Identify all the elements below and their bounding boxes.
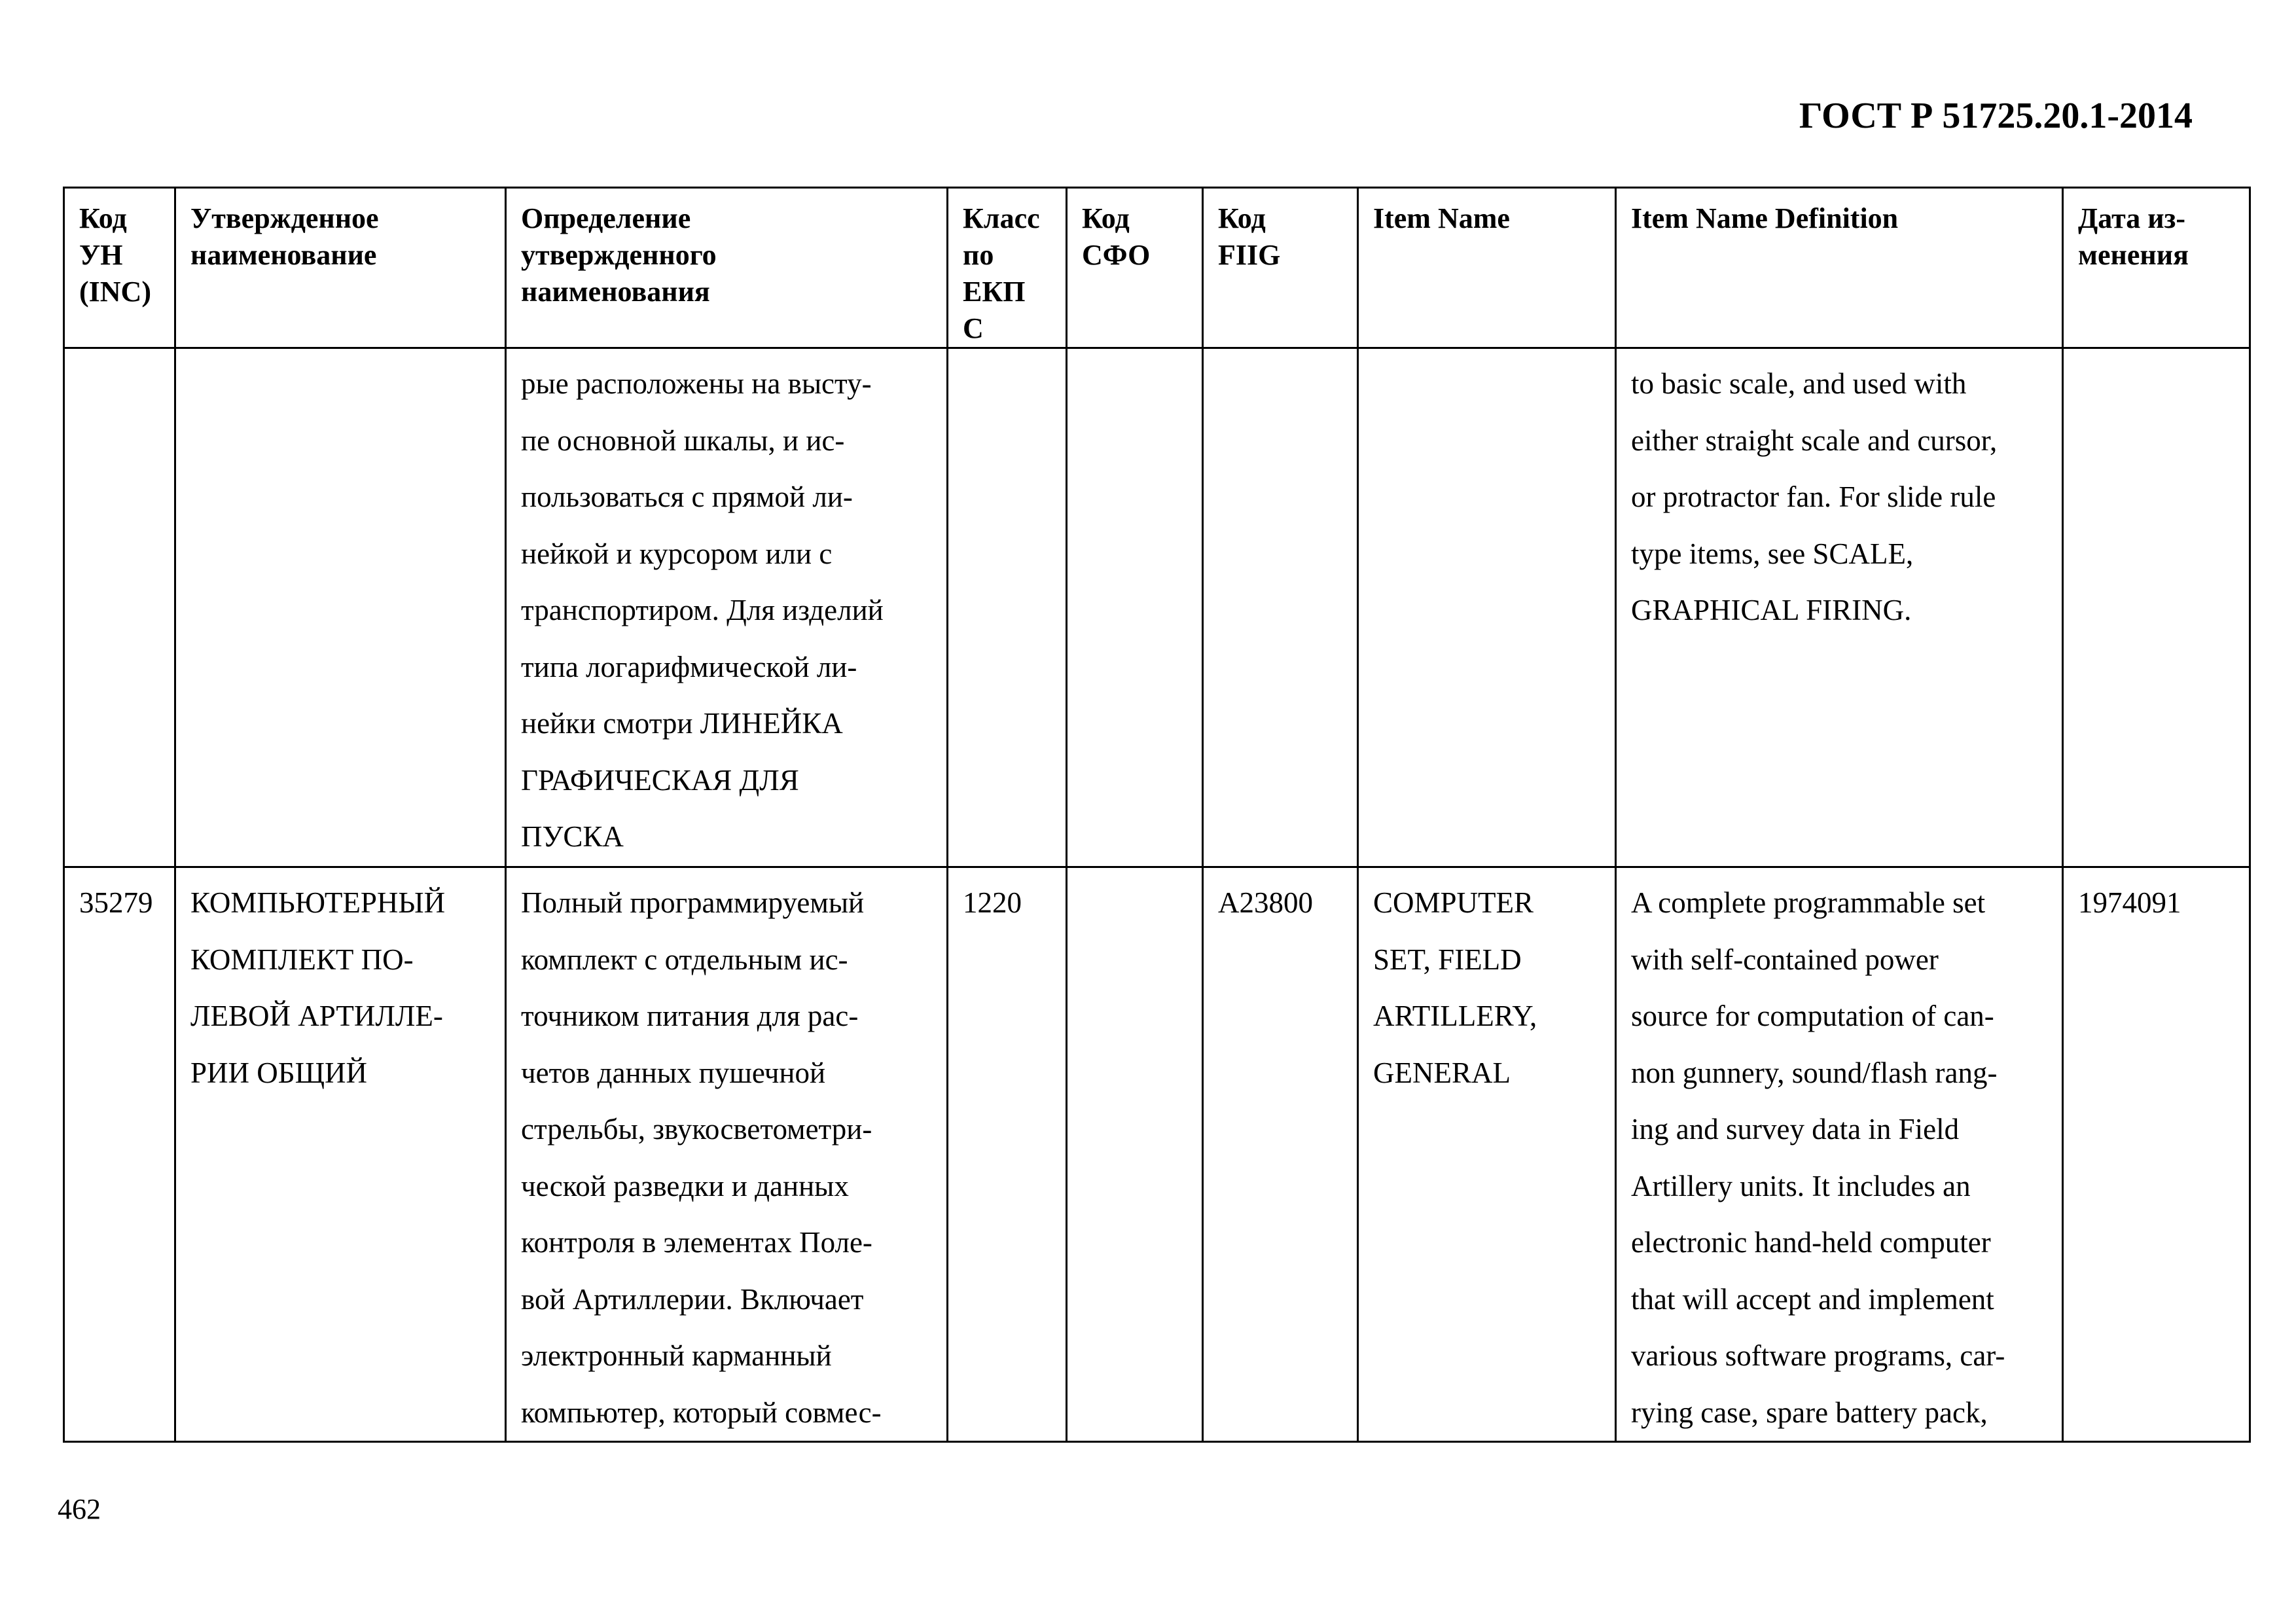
column-header-fiig: Код FIIG: [1203, 188, 1358, 348]
table-row: [64, 867, 2250, 1442]
cell-item-name: COMPUTER SET, FIELD ARTILLERY, GENERAL: [1358, 867, 1616, 1442]
cell-fiig: A23800: [1203, 867, 1358, 1442]
table-header-row: [64, 188, 2250, 348]
column-header-item-name: Item Name: [1358, 188, 1616, 348]
cell-inc: 35279: [64, 867, 175, 1442]
cell-approved-name: [175, 348, 506, 867]
page-number: 462: [58, 1493, 101, 1525]
cell-definition: Полный программируемый комплект с отдельным ис- точником питания для рас- четов данных пушечной стрельбы, звукосветометри- ческой разведки и данных контроля в элементах Поле- вой Артиллерии. Включает электронный карманный компьютер, который совмес-: [506, 867, 948, 1442]
items-table: [63, 187, 2251, 1443]
cell-change-date: [2063, 348, 2250, 867]
column-header-sfo: Код СФО: [1067, 188, 1203, 348]
column-header-item-name-definition: Item Name Definition: [1616, 188, 2063, 348]
cell-item-name: [1358, 348, 1616, 867]
cell-inc: [64, 348, 175, 867]
document-title: ГОСТ Р 51725.20.1-2014: [1799, 96, 2193, 136]
table-row: [64, 348, 2250, 867]
cell-class: [948, 348, 1067, 867]
cell-definition: рые расположены на высту- пе основной шкалы, и ис- пользоваться с прямой ли- нейкой и курсором или с транспортиром. Для изделий типа логарифмической ли- нейки смотри ЛИНЕЙКА ГРАФИЧЕСКАЯ ДЛЯ ПУСКА: [506, 348, 948, 867]
cell-approved-name: КОМПЬЮТЕРНЫЙ КОМПЛЕКТ ПО- ЛЕВОЙ АРТИЛЛЕ- РИИ ОБЩИЙ: [175, 867, 506, 1442]
cell-change-date: 1974091: [2063, 867, 2250, 1442]
column-header-class: Класс по ЕКП С: [948, 188, 1067, 348]
column-header-approved-name: Утвержденное наименование: [175, 188, 506, 348]
cell-sfo: [1067, 348, 1203, 867]
column-header-inc: Код УН (INC): [64, 188, 175, 348]
cell-class: 1220: [948, 867, 1067, 1442]
column-header-change-date: Дата из- менения: [2063, 188, 2250, 348]
cell-sfo: [1067, 867, 1203, 1442]
column-header-definition: Определение утвержденного наименования: [506, 188, 948, 348]
cell-item-name-definition: A complete programmable set with self-contained power source for computation of can- non gunnery, sound/flash rang- ing and survey data in Field Artillery units. It includes an electronic hand-held computer that will accept and implement various software programs, car- rying case, spare battery pack,: [1616, 867, 2063, 1442]
cell-item-name-definition: to basic scale, and used with either straight scale and cursor, or protractor fan. For slide rule type items, see SCALE, GRAPHICAL FIRING.: [1616, 348, 2063, 867]
cell-fiig: [1203, 348, 1358, 867]
